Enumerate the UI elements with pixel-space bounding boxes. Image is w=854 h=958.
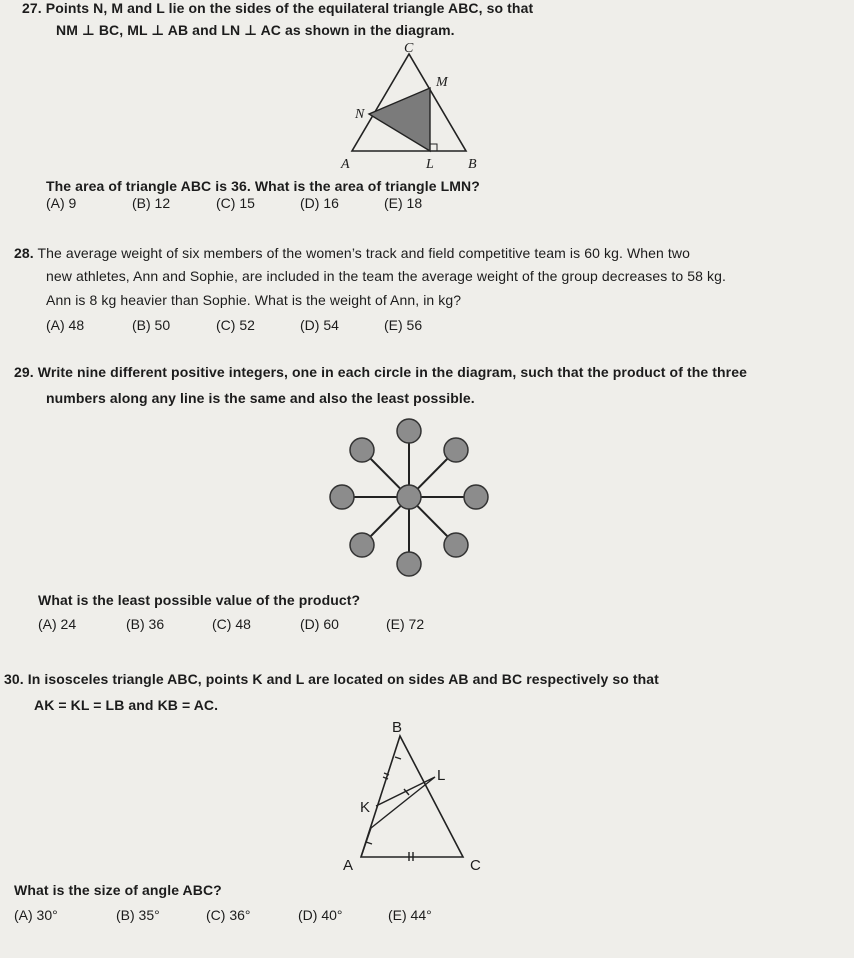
q29-circle-bottom-right[interactable] — [444, 533, 468, 557]
q27-text-line2: NM ⊥ BC, ML ⊥ AB and LN ⊥ AC as shown in the diagram. — [56, 22, 455, 38]
q29-option-c[interactable]: (C) 48 — [212, 616, 251, 632]
q28-option-e[interactable]: (E) 56 — [384, 317, 423, 333]
q30-label-k: K — [360, 799, 371, 816]
q29-circle-bottom[interactable] — [397, 552, 421, 576]
q30-option-e[interactable]: (E) 44° — [388, 907, 432, 923]
q28-number: 28. — [14, 245, 34, 261]
q28-text-line2: new athletes, Ann and Sophie, are included in the team the average weight of the group decreases to 58 kg. — [46, 268, 726, 284]
q27-label-c: C — [404, 41, 414, 56]
q30-tick-mark-7 — [383, 777, 388, 779]
q30-tick-mark-1 — [395, 757, 401, 759]
q28-option-c[interactable]: (C) 52 — [216, 317, 255, 333]
q27-label-m: M — [436, 75, 448, 90]
q28-option-d[interactable]: (D) 54 — [300, 317, 339, 333]
q29-text-line2: numbers along any line is the same and also the least possible. — [46, 390, 475, 406]
q29-line-diagonal-2 — [362, 450, 456, 545]
q27-label-b: B — [468, 157, 477, 172]
q30-label-a: A — [343, 857, 354, 874]
q27-number: 27. — [22, 0, 42, 16]
q30-label-b: B — [392, 719, 403, 736]
q30-option-b[interactable]: (B) 35° — [116, 907, 160, 923]
q27-label-l: L — [426, 157, 434, 172]
q29-circle-top-left[interactable] — [350, 438, 374, 462]
q27-text-line1: 27. Points N, M and L lie on the sides of the equilateral triangle ABC, so that — [22, 0, 534, 16]
q30-number: 30. — [4, 671, 24, 687]
q28-text-line1: 28. The average weight of six members of the women’s track and field competitive team is 60 kg. When two — [14, 245, 690, 261]
q27-option-b[interactable]: (B) 12 — [132, 195, 171, 211]
q29-option-a[interactable]: (A) 24 — [38, 616, 77, 632]
q27-triangle-abc — [352, 54, 466, 151]
q29-option-e[interactable]: (E) 72 — [386, 616, 425, 632]
q30-label-l: L — [437, 767, 446, 784]
q30-text-line1: 30. In isosceles triangle ABC, points K and L are located on sides AB and BC respectively so that — [4, 671, 659, 687]
q29-circle-bottom-left[interactable] — [350, 533, 374, 557]
q29-circle-top[interactable] — [397, 419, 421, 443]
q27-option-e[interactable]: (E) 18 — [384, 195, 423, 211]
q30-tick-mark-2 — [404, 789, 409, 795]
q29-line-diagonal-1 — [362, 450, 456, 545]
q27-label-n: N — [355, 107, 365, 122]
q30-tick-mark-6 — [384, 773, 389, 775]
q27-option-d[interactable]: (D) 16 — [300, 195, 339, 211]
q28-text-line3: Ann is 8 kg heavier than Sophie. What is the weight of Ann, in kg? — [46, 292, 462, 308]
q27-option-a[interactable]: (A) 9 — [46, 195, 77, 211]
q30-inner-segments — [361, 777, 435, 857]
q29-text-line1: 29. Write nine different positive integers, one in each circle in the diagram, such that the product of the three — [14, 364, 747, 380]
q29-circle-left[interactable] — [330, 485, 354, 509]
q27-question: The area of triangle ABC is 36. What is the area of triangle LMN? — [46, 178, 480, 194]
q27-label-a: A — [341, 157, 350, 172]
q29-circle-top-right[interactable] — [444, 438, 468, 462]
q30-option-c[interactable]: (C) 36° — [206, 907, 251, 923]
q30-triangle-abc — [361, 736, 463, 857]
q29-option-b[interactable]: (B) 36 — [126, 616, 165, 632]
q28-option-a[interactable]: (A) 48 — [46, 317, 85, 333]
q30-text-line2: AK = KL = LB and KB = AC. — [34, 697, 219, 713]
q29-number: 29. — [14, 364, 34, 380]
q27-right-angle-mark — [430, 144, 437, 151]
q30-label-c: C — [470, 857, 481, 874]
q30-option-a[interactable]: (A) 30° — [14, 907, 58, 923]
q27-triangle-lmn — [369, 88, 430, 151]
q29-question: What is the least possible value of the product? — [38, 592, 361, 608]
q29-circle-center[interactable] — [397, 485, 421, 509]
q30-question: What is the size of angle ABC? — [14, 882, 222, 898]
q27-option-c[interactable]: (C) 15 — [216, 195, 255, 211]
q28-option-b[interactable]: (B) 50 — [132, 317, 171, 333]
q30-tick-mark-3 — [366, 842, 372, 844]
q30-option-d[interactable]: (D) 40° — [298, 907, 343, 923]
q29-circle-right[interactable] — [464, 485, 488, 509]
q29-option-d[interactable]: (D) 60 — [300, 616, 339, 632]
